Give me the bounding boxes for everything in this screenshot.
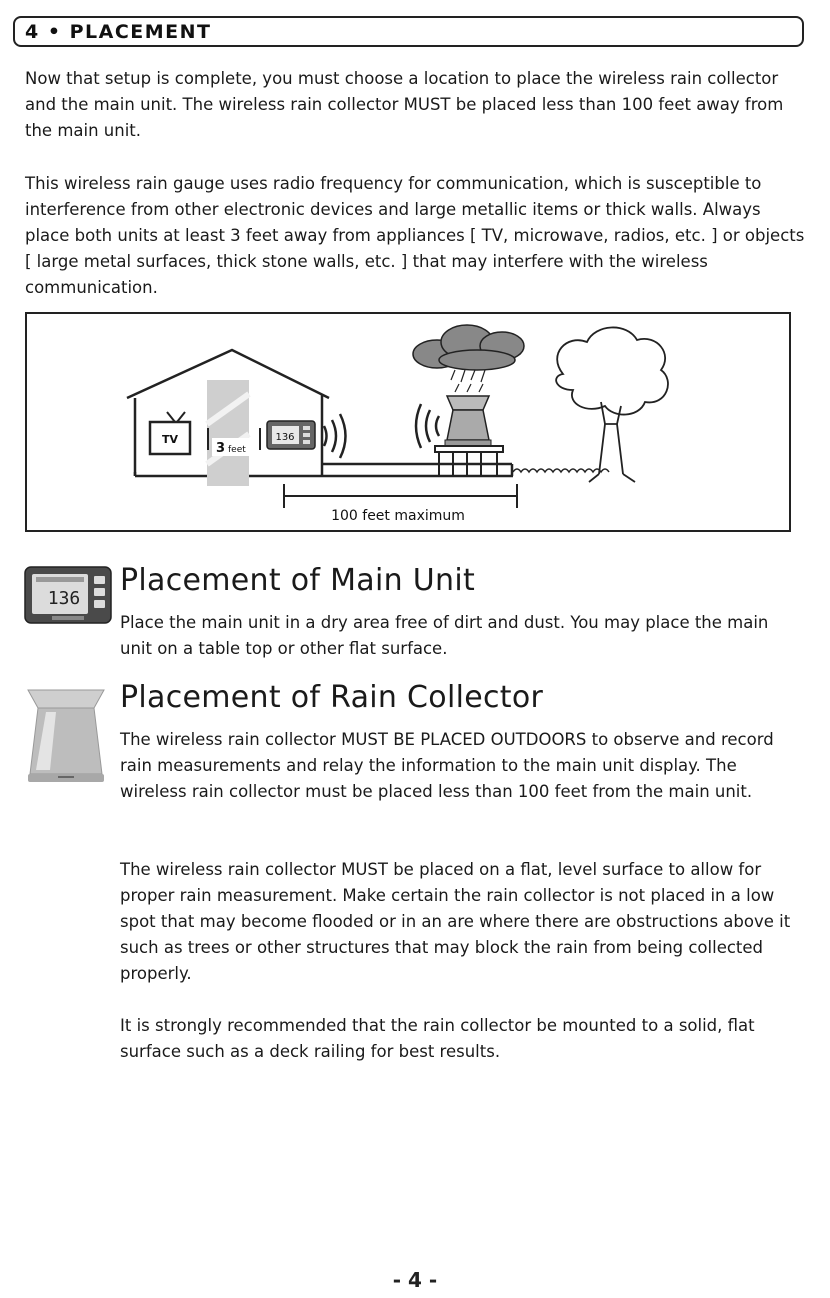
wall-obstacle [207,380,249,486]
rain-collector-paragraph-2: The wireless rain collector MUST be placed on a flat, level surface to allow for proper rain measurement. Make certain the rain collector is not placed in a low spot that may become flooded or in an are where there are obstructions above it such as trees or other structures that may block the rain from being collected properly. [120,860,791,983]
three-feet-number: 3 [216,441,226,456]
distance-label: 100 feet maximum [331,508,465,524]
three-feet-unit: feet [228,445,246,455]
rain-drops-icon [451,370,485,392]
collector-signal-icon [416,404,439,448]
main-unit-paragraph: Place the main unit in a dry area free of dirt and dust. You may place the main unit on a table top or other flat surface. [120,613,769,658]
intro-paragraph-2: This wireless rain gauge uses radio frequency for communication, which is susceptible to interference from other electronic devices and large metallic items or thick walls. Always place both units at least 3 feet away from appliances [ TV, microwave, radios, etc. ] or objects [ large metal surfaces, thick stone walls, etc. ] that may interfere with the wireless communication. [25,174,805,297]
section-header [13,16,804,47]
main-unit-icon [24,566,112,628]
main-unit-diagram-value: 136 [275,432,295,443]
deck-railing-icon [435,446,503,476]
tv-label: TV [161,433,179,446]
tree-icon [556,327,668,482]
rain-collector-title: Placement of Rain Collector [120,680,544,715]
tv-icon [150,412,190,454]
main-unit-title: Placement of Main Unit [120,563,476,598]
rain-collector-icon [26,686,106,790]
rain-collector-paragraph-1: The wireless rain collector MUST BE PLACED OUTDOORS to observe and record rain measurements and relay the information to the main unit display. The wireless rain collector must be placed less than 100 feet from the main unit. [120,730,774,801]
main-unit-diagram-icon [267,421,315,449]
placement-diagram-illustration [27,314,793,534]
page-number: - 4 - [392,1268,438,1292]
rain-collector-paragraph-3: It is strongly recommended that the rain collector be mounted to a solid, flat surface such as a deck railing for best results. [120,1016,755,1061]
main-unit-signal-icon [324,414,346,458]
grass-line [513,469,609,472]
rain-collector-diagram-icon [445,396,491,446]
main-unit-icon-value: 136 [47,588,81,609]
rain-cloud-icon [413,325,524,370]
section-title: 4 • PLACEMENT [25,21,212,43]
intro-paragraph-1: Now that setup is complete, you must choose a location to place the wireless rain collector and the main unit. The wireless rain collector MUST be placed less than 100 feet away from the main unit. [25,69,784,140]
placement-diagram [25,312,791,532]
